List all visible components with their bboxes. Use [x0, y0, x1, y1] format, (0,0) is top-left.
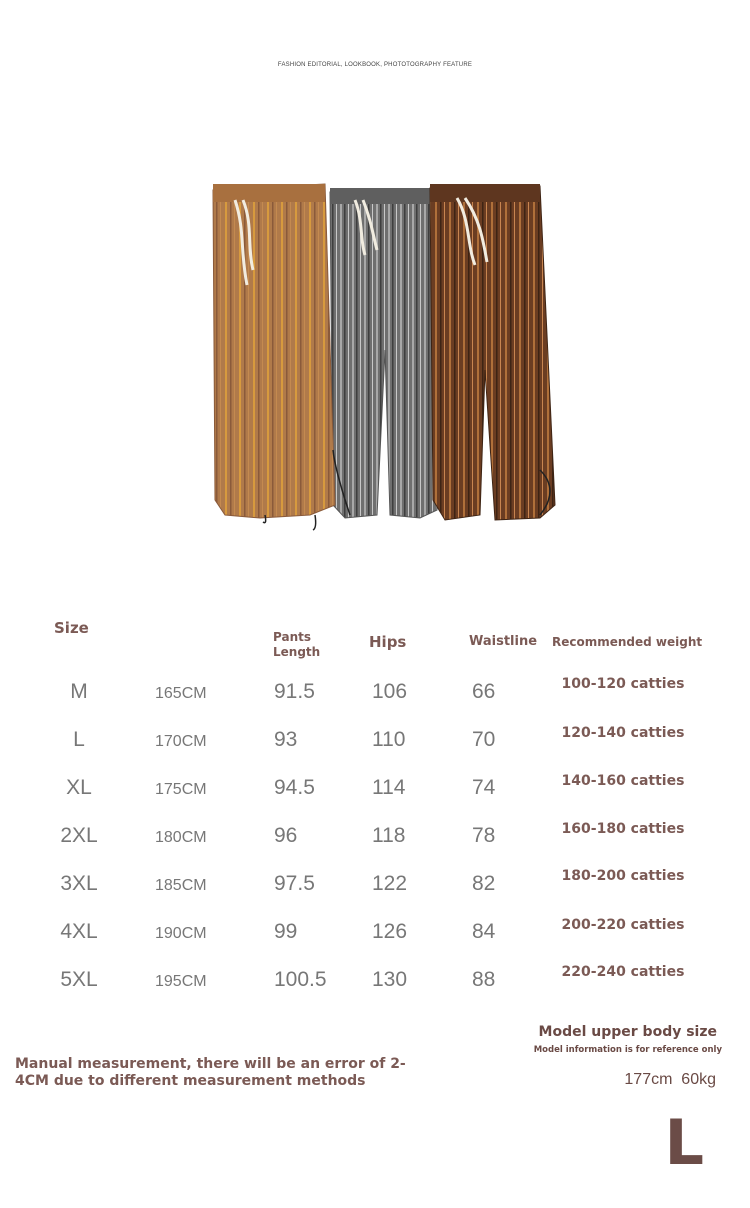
- hips-cell: 126: [372, 920, 408, 943]
- model-title: Model upper body size: [538, 1024, 717, 1040]
- size-cell: M: [70, 680, 88, 703]
- height-cell: 175CM: [155, 781, 207, 798]
- waist-cell: 84: [472, 920, 496, 943]
- model-stats: 177cm 60kg: [624, 1071, 716, 1088]
- height-cell: 170CM: [155, 733, 207, 750]
- length-cell: 99: [274, 920, 298, 943]
- header-size: Size: [54, 619, 89, 637]
- waist-cell: 88: [472, 968, 496, 991]
- size-cell: XL: [66, 776, 92, 799]
- height-cell: 180CM: [155, 829, 207, 846]
- length-cell: 96: [274, 824, 298, 847]
- model-disclaimer: Model information is for reference only: [533, 1045, 722, 1055]
- weight-cell: 140-160 catties: [561, 773, 685, 789]
- hips-cell: 106: [372, 680, 408, 703]
- measurement-note: Manual measurement, there will be an error of 2-4CM due to different measurement methods: [15, 1056, 406, 1089]
- hips-cell: 118: [372, 824, 406, 847]
- hips-cell: 110: [372, 728, 406, 751]
- size-cell: 4XL: [60, 920, 98, 943]
- size-cell: 3XL: [60, 872, 98, 895]
- size-cell: 2XL: [60, 824, 98, 847]
- hips-cell: 122: [372, 872, 408, 895]
- weight-cell: 200-220 catties: [561, 917, 685, 933]
- height-cell: 195CM: [155, 973, 207, 990]
- height-cell: 190CM: [155, 925, 207, 942]
- header-recommended-weight: Recommended weight: [552, 635, 703, 649]
- tagline: FASHION EDITORIAL, LOOKBOOK, PHOTOTOGRAPHY FEATURE: [277, 62, 473, 68]
- size-cell: 5XL: [60, 968, 98, 991]
- weight-cell: 180-200 catties: [561, 868, 685, 884]
- waist-cell: 74: [472, 776, 496, 799]
- length-cell: 97.5: [274, 872, 315, 895]
- size-cell: L: [73, 728, 85, 751]
- length-cell: 93: [274, 728, 298, 751]
- header-hips: Hips: [369, 633, 407, 651]
- hips-cell: 114: [372, 776, 406, 799]
- length-cell: 94.5: [274, 776, 315, 799]
- weight-cell: 160-180 catties: [561, 821, 685, 837]
- waist-cell: 82: [472, 872, 496, 895]
- waist-cell: 70: [472, 728, 496, 751]
- height-cell: 185CM: [155, 877, 207, 894]
- model-size-letter: L: [664, 1106, 704, 1179]
- hips-cell: 130: [372, 968, 408, 991]
- waist-cell: 66: [472, 680, 496, 703]
- weight-cell: 120-140 catties: [561, 725, 685, 741]
- height-cell: 165CM: [155, 685, 207, 702]
- length-cell: 100.5: [274, 968, 327, 991]
- header-length-line2: Length: [273, 645, 321, 659]
- header-waistline: Waistline: [469, 634, 538, 649]
- waist-cell: 78: [472, 824, 496, 847]
- length-cell: 91.5: [274, 680, 315, 703]
- weight-cell: 100-120 catties: [561, 676, 685, 692]
- header-length-line1: Pants: [273, 630, 311, 644]
- product-image-pants: [195, 170, 575, 545]
- weight-cell: 220-240 catties: [561, 964, 685, 980]
